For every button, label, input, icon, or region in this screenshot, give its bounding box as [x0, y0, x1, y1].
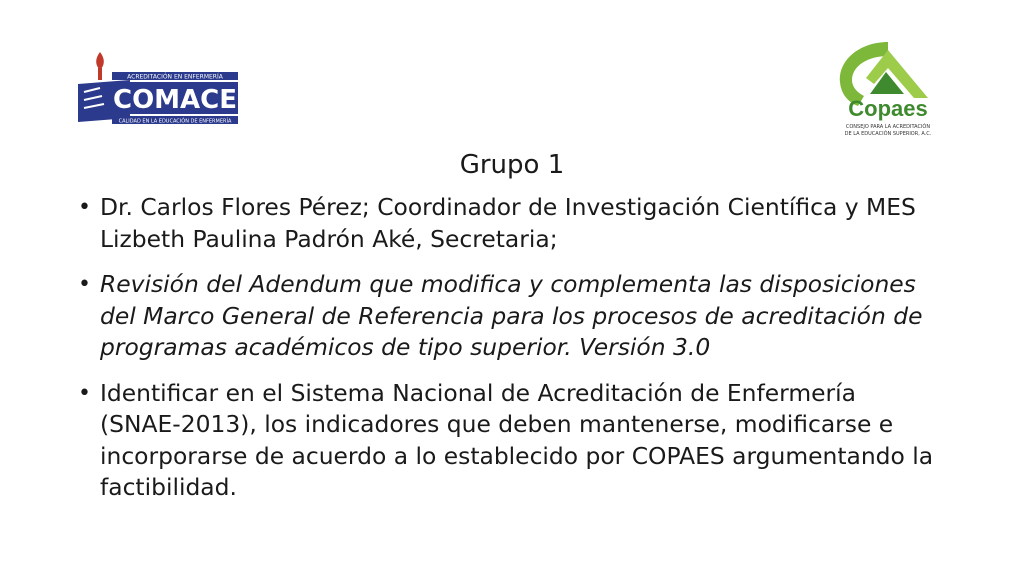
comace-top-text: ACREDITACIÓN EN ENFERMERÍA	[127, 73, 223, 81]
bullet-text: Dr. Carlos Flores Pérez; Coordinador de Investigación Científica y MES Lizbeth Paulina Padrón Aké, Secretaria;	[100, 193, 916, 253]
bullet-item	[78, 378, 938, 504]
comace-logo	[72, 48, 242, 134]
bullet-item	[78, 269, 938, 364]
copaes-name: Copaes	[848, 96, 928, 121]
comace-name: COMACE	[112, 85, 238, 115]
bullet-text: Identificar en el Sistema Nacional de Acreditación de Enfermería (SNAE-2013), los indicadores que deben mantenerse, modificarse e incorporarse de acuerdo a lo establecido por COPAES argumentando la factibilidad.	[100, 378, 934, 501]
bullet-symbol: •	[78, 272, 91, 297]
bullet-text: Revisión del Adendum que modifica y complementa las disposiciones del Marco General de Referencia para los procesos de acreditación de programas académicos de tipo superior. Versión 3.0	[100, 270, 923, 361]
copaes-subtitle-line1: CONSEJO PARA LA ACREDITACIÓN	[845, 124, 931, 130]
copaes-subtitle-line2: DE LA EDUCACIÓN SUPERIOR, A.C.	[844, 131, 932, 137]
bullet-list	[78, 192, 938, 518]
comace-bottom-text: CALIDAD EN LA EDUCACIÓN DE ENFERMERÍA	[118, 118, 232, 125]
bullet-symbol: •	[78, 195, 91, 220]
copaes-logo	[830, 36, 950, 144]
bullet-symbol: •	[78, 380, 91, 406]
bullet-item	[78, 192, 938, 255]
slide-title: Grupo 1	[459, 150, 565, 180]
